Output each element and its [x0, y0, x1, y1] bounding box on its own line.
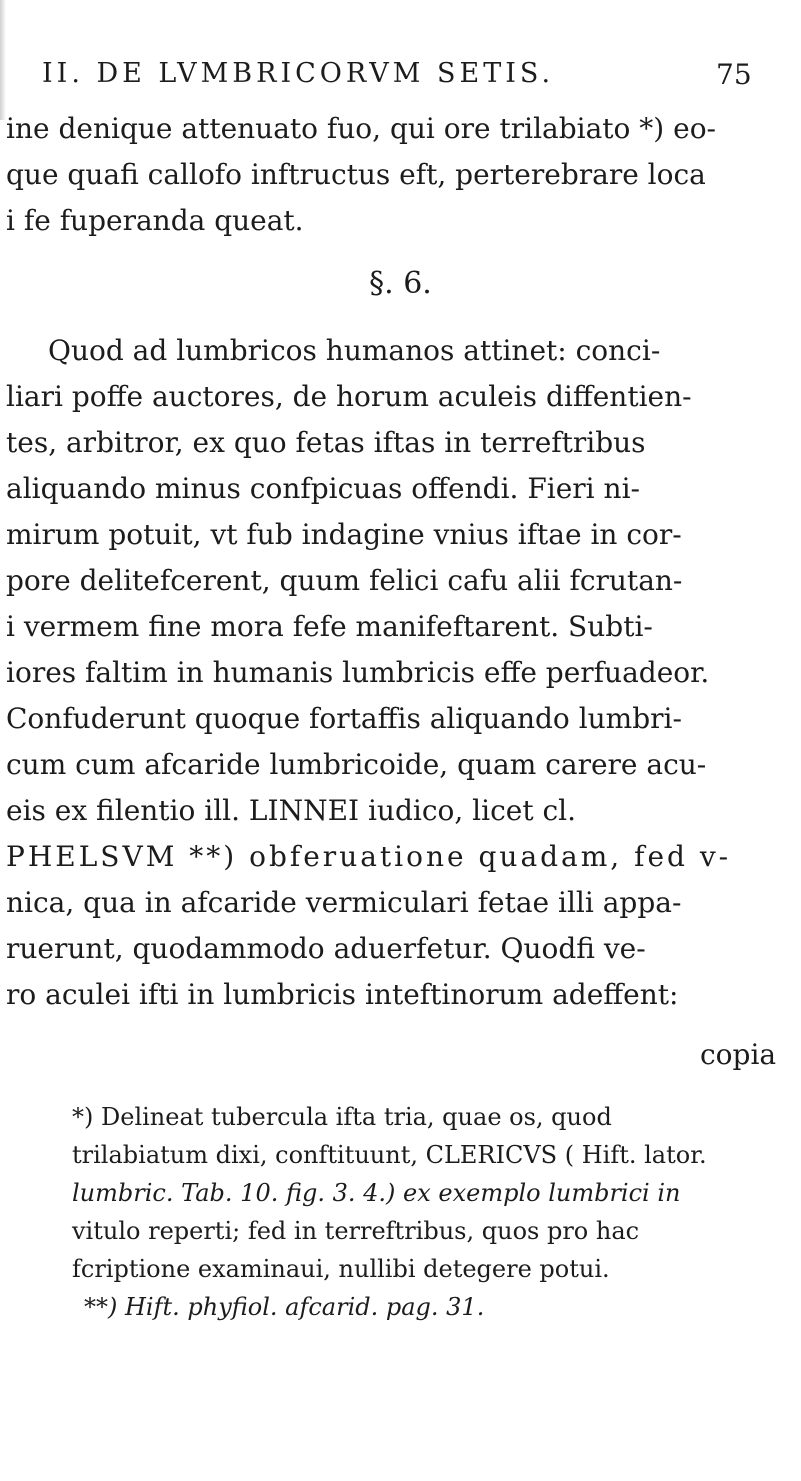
section-heading: §. 6.	[369, 266, 432, 301]
text-line: Confuderunt quoque fortaffis aliquando lumbri-	[6, 702, 682, 735]
text-line: eis ex filentio ill. LINNEI iudico, licet cl.	[6, 794, 577, 827]
page-number: 75	[716, 58, 752, 91]
text-line: ro aculei ifti in lumbricis inteftinorum adeffent:	[6, 978, 679, 1011]
text-line: que quafi callofo inftructus eft, perterebrare loca	[6, 158, 706, 191]
text-line: iores faltim in humanis lumbricis effe perfuadeor.	[6, 656, 710, 689]
text-line: pore delitefcerent, quum felici cafu alii fcrutan-	[6, 564, 683, 597]
text-line: aliquando minus confpicuas offendi. Fieri ni-	[6, 472, 640, 505]
text-line: cum cum afcaride lumbricoide, quam carere acu-	[6, 748, 707, 781]
footnote-line: vitulo reperti; fed in terreftribus, quos pro hac	[72, 1217, 640, 1245]
footnote-line: *) Delineat tubercula ifta tria, quae os, quod	[72, 1103, 612, 1131]
catchword: copia	[700, 1038, 777, 1071]
text-line: liari poffe auctores, de horum aculeis diffentien-	[6, 380, 692, 413]
text-line: Quod ad lumbricos humanos attinet: conci-	[48, 334, 661, 367]
running-head	[10, 58, 800, 98]
footnote-line: **) Hift. phyfiol. afcarid. pag. 31.	[84, 1293, 485, 1321]
text-line: i fe fuperanda queat.	[6, 204, 304, 237]
text-line: ine denique attenuato fuo, qui ore trilabiato *) eo-	[6, 112, 717, 145]
text-line: ruerunt, quodammodo aduerfetur. Quodfi ve-	[6, 932, 646, 965]
text-line: mirum potuit, vt fub indagine vnius iftae in cor-	[6, 518, 682, 551]
page-edge-shadow	[0, 0, 6, 120]
text-line: tes, arbitror, ex quo fetas iftas in terreftribus	[6, 426, 646, 459]
footnote-line: lumbric. Tab. 10. fig. 3. 4.) ex exemplo lumbrici in	[72, 1179, 681, 1207]
footnote-line: fcriptione examinaui, nullibi detegere potui.	[72, 1255, 610, 1283]
text-line: i vermem fine mora fefe manifeftarent. Subti-	[6, 610, 653, 643]
text-line: PHELSVM **) obferuatione quadam, fed v-	[6, 840, 732, 873]
running-head-title: II. DE LVMBRICORVM SETIS.	[42, 58, 555, 89]
footnote-line: trilabiatum dixi, conftituunt, CLERICVS ( Hift. lator.	[72, 1141, 707, 1169]
text-line: nica, qua in afcaride vermiculari fetae illi appa-	[6, 886, 682, 919]
